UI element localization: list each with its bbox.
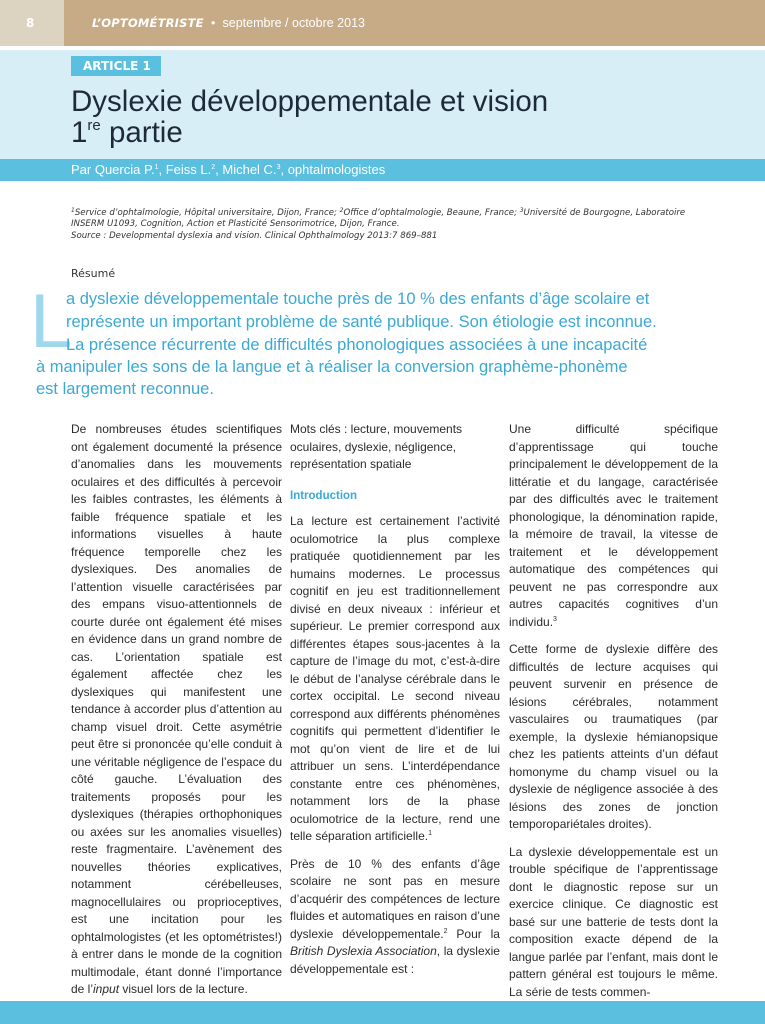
- affil-3: Université de Bourgogne, Laboratoire INSERM U1093, Cognition, Action et Plasticité Sensorimotrice, Dijon, France.: [71, 208, 686, 229]
- keywords: Mots clés : lecture, mouvements oculaires, dyslexie, négligence, représentation spatiale: [290, 422, 463, 471]
- section-heading-introduction: Introduction: [290, 489, 358, 502]
- column-3: [509, 421, 718, 1011]
- title-part-superscript: re: [87, 117, 101, 134]
- page-number-box: [0, 0, 64, 46]
- reference-marker: 3: [553, 615, 557, 623]
- authors-line: [71, 162, 385, 177]
- author-3: , Michel C.: [215, 162, 277, 177]
- article-title: [71, 86, 548, 148]
- issue-date: septembre / octobre 2013: [222, 16, 365, 30]
- column-1: [71, 421, 282, 1009]
- paragraph-text: La lecture est certainement l’activité oculomotrice la plus complexe pratiquée quotidiennement par les humains modernes. Le processus cognitif en jeu est traditionnellement divisé en deux niveaux : inférieur et supérieur. Le premier correspond aux différentes étapes sous-jacentes à la capture de l’image du mot, c’est-à-dire le début de l’analyse cérébrale dans le cortex occipital. Le second niveau correspond aux différents phénomènes cognitifs qui permettent d’identifier le mot qu’on vient de lire et de lui attribuer un sens. L’interdépendance constante entre ces phénomènes, notamment lors de la phase oculomotrice de la lecture, rend une telle séparation artificielle.: [290, 514, 500, 843]
- affil-1: Service d’ophtalmologie, Hôpital universitaire, Dijon, France;: [74, 208, 340, 218]
- article-tag: ARTICLE 1: [71, 56, 161, 76]
- paragraph-text: Pour la: [447, 926, 500, 941]
- body-paragraph: Cette forme de dyslexie diffère des difficultés de lecture acquises qui peuvent survenir en présence de lésions cérébrales, notamment vasculaires ou traumatiques (par exemple, la dyslexie hémianopsique chez les patients atteints d’un défaut homonyme du champ visuel ou la dyslexie de négligence associée à des lésions des zones de jonction temporopariétales droites).: [509, 642, 718, 831]
- running-header: [92, 16, 365, 30]
- abstract-line-2: représente un important problème de santé publique. Son étiologie est inconnue.: [66, 313, 657, 331]
- body-paragraph: [290, 513, 500, 846]
- italic-term: input: [93, 982, 120, 996]
- paragraph-text: Une difficulté spécifique d’apprentissage qui touche principalement le développement de la littératie et du langage, caractérisée par des difficultés avec le traitement phonologique, la dénomination rapide, la mémoire de travail, la vitesse de traitement et le développement automatique des compétences qui peuvent ne pas correspondre aux autres capacités cognitives d’un individu.: [509, 422, 718, 629]
- author-3-ref: 3: [276, 164, 281, 171]
- abstract-line-5: est largement reconnue.: [36, 380, 214, 398]
- affiliations: [71, 205, 711, 230]
- paragraph-text: Près de 10 % des enfants d’âge scolaire ne sont pas en mesure d’acquérir des compétences de lecture fluides et automatiques en raison d’une dyslexie développementale.: [290, 856, 500, 941]
- source-citation: Source : Developmental dyslexia and vision. Clinical Ophthalmology 2013:7 869–881: [71, 231, 438, 241]
- body-paragraph: La dyslexie développementale est un trouble spécifique de l’apprentissage dont le diagnostic repose sur un exercice clinique. Ce diagnostic est basé sur une batterie de tests dont la composition exacte dépend de la langue parlée par l’enfant, mais dont le pattern général est toujours le même. La série de tests commen-: [509, 844, 718, 999]
- italic-term: British Dyslexia Association: [290, 944, 437, 958]
- header-separator: •: [209, 16, 217, 30]
- abstract-label: Résumé: [71, 267, 116, 280]
- affil-2: Office d’ophtalmologie, Beaune, France;: [343, 208, 520, 218]
- paragraph-text-end: , la dyslexie développementale est :: [290, 944, 500, 976]
- footer-bar: [0, 1001, 765, 1024]
- reference-marker: 1: [428, 830, 432, 837]
- column-2: [290, 421, 500, 988]
- body-paragraph: [71, 421, 282, 999]
- title-part-number: 1: [71, 116, 88, 149]
- paragraph-text-end: visuel lors de la lecture.: [119, 982, 248, 996]
- author-role: , ophtalmologistes: [280, 162, 386, 177]
- author-2: , Feiss L.: [158, 162, 212, 177]
- author-1-ref: 1: [154, 164, 159, 171]
- title-line-1: Dyslexie développementale et vision: [71, 85, 549, 118]
- affil-ref-3: 3: [519, 207, 524, 214]
- abstract-line-4: à manipuler les sons de la langue et à réaliser la conversion graphème-phonème: [36, 358, 628, 376]
- paragraph-text: De nombreuses études scientifiques ont également documenté la présence d’anomalies dans les mouvements oculaires et des difficultés à percevoir les faibles contrastes, les éléments à faible fréquence spatiale et les informations visuelles à haute fréquence temporelle chez les dyslexiques. Des anomalies de l’attention visuelle caractérisées par des empans visuo-attentionnels de courte durée ont également été mises en évidence dans un grand nombre de cas. L’orientation spatiale est également affectée chez les dyslexiques qui manifestent une tendance à accorder plus d’attention au champ visuel droit. Cette asymétrie peut être si prononcée qu’elle conduit à une véritable négligence de l’espace du côté gauche. L’évaluation des traitements proposés pour les dyslexiques (thérapies orthophoniques ou axées sur les anomalies visuelles) reste fragmentaire. L’avènement des nouvelles théories explicatives, notamment cérébelleuses, magnocellulaires ou proprioceptives, est une incitation pour les ophtalmologistes (et les optométristes!) à entrer dans le monde de la cognition multimodale, étant donné l’importance de l’: [71, 422, 282, 996]
- title-part-word: partie: [100, 116, 183, 149]
- body-paragraph: [509, 421, 718, 631]
- author-2-ref: 2: [211, 164, 216, 171]
- drop-cap: L: [30, 279, 73, 364]
- journal-name: L’OPTOMÉTRISTE: [92, 16, 204, 30]
- page-number: 8: [26, 16, 35, 30]
- abstract-line-3: La présence récurrente de difficultés phonologiques associées à une incapacité: [66, 336, 648, 354]
- affil-ref-2: 2: [339, 207, 344, 214]
- abstract-line-1: a dyslexie développementale touche près de 10 % des enfants d’âge scolaire et: [66, 290, 650, 308]
- author-1: Par Quercia P.: [71, 162, 155, 177]
- affil-ref-1: 1: [71, 207, 75, 214]
- reference-marker: 2: [443, 927, 448, 935]
- body-paragraph: [290, 856, 500, 979]
